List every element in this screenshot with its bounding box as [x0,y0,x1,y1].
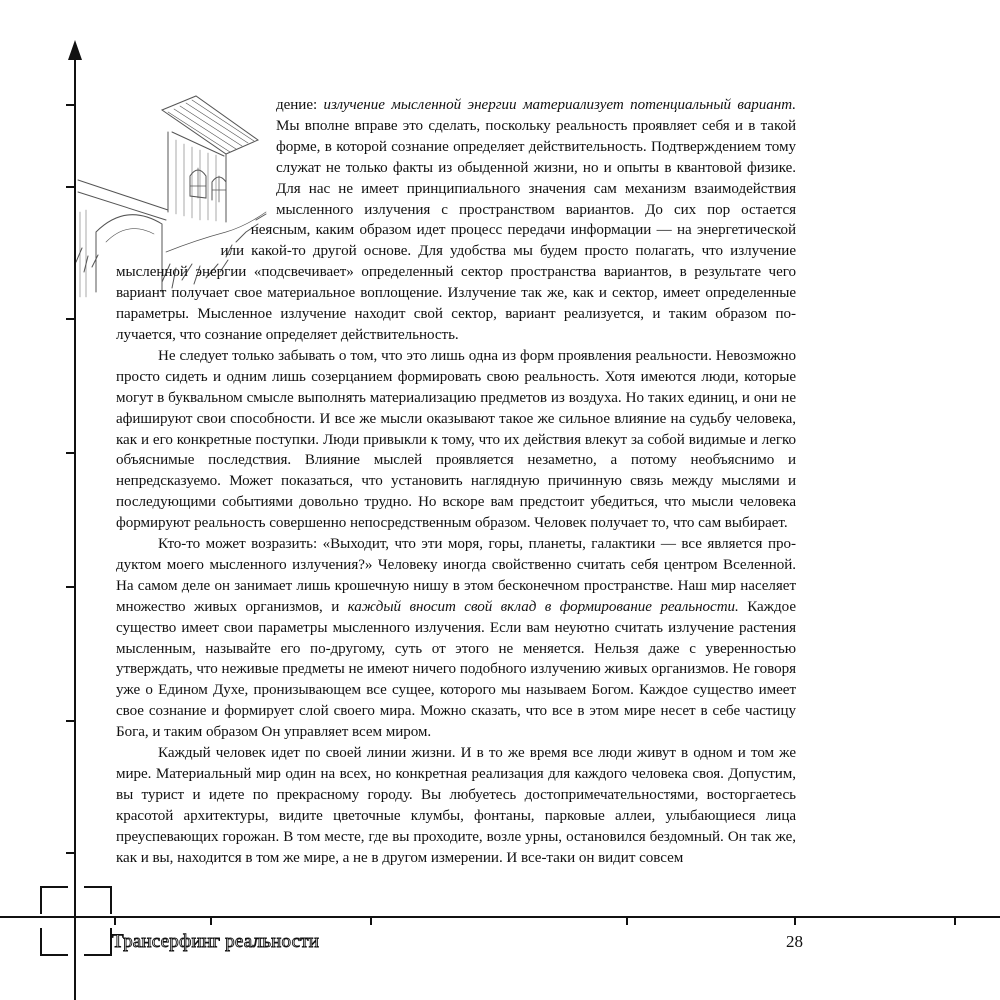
horizontal-rule [0,916,1000,918]
arrow-up-icon [68,40,82,60]
body-text: Не следует только забывать о том, что это лишь одна из форм проявления реальности. Невозможно просто сидеть и одним лишь созерцанием формировать свою реальность. Хотя имеются люди, которые могут в буквальном смысле выполнять материализацию предметов из воздуха. Но таких единиц, и они не афишируют свои способности. И все же мысли оказывают такое же сильное влияние на судьбу человека, как и его конкретные поступки. Люди привыкли к тому, что их действия влекут за собой видимые и легко объяснимые последствия. Влияние мыслей проявляется незаметно, а потому необъяснимо и непредсказуемо. Может показаться, что установить наглядную причинную связь между мыслями и последующими событиями довольно трудно. Но вскоре вам предстоит убедиться, что мысли человека формируют реальность совершенно непосредственным образом. Человек получает то, что сам выбирает. [116,347,796,532]
crop-mark [40,928,68,956]
crop-mark [40,886,68,914]
ruler-tick [210,916,212,925]
emphasis-text: излучение мысленной энергии материализует потенциальный вариант. [323,97,796,113]
body-text: дение: [276,97,324,113]
page-number: 28 [786,932,803,951]
crop-mark [84,928,112,956]
ruler-tick [66,720,76,722]
crop-mark [84,886,112,914]
ruler-tick [66,452,76,454]
ruler-tick [626,916,628,925]
ruler-tick [66,186,76,188]
ruler-tick [954,916,956,925]
paragraph [116,534,796,743]
ruler-tick [370,916,372,925]
body-text: Мы вполне вправе это сделать, поскольку реальность проявляет себя и в такой форме, в которой сознание определяет действительность. Подтверждением тому служат не только факты из обыденной жизни, но и опыты в квантовой физике. Для нас не имеет принципиального значения сам механизм взаимодействия мысленного излучения с пространством вариантов. До сих пор остается неясным, каким образом идет процесс передачи информации — на энергетической или какой-то другой основе. Для удобства мы будем просто полагать, что излучение мысленной энергии «подсвечивает» определенный сектор пространства вариантов, в результате чего вариант получает свое материальное воплощение. Излучение так же, как и сектор, имеет определенные параметры. Мысленное излучение находит свой сектор, вариант реализуется, и таким образом получается, что сознание определяет действительность. [116,117,796,343]
emphasis-text: каждый вносит свой вклад в формирование реальности. [347,598,739,615]
ruler-tick [66,318,76,320]
ruler-tick [794,916,796,925]
body-text: Кто-то может возразить: «Выходит, что эти моря, горы, планеты, галактики — все является продуктом моего мысленного излучения?» Человеку иногда свойственно считать себя центром Вселенной. На самом деле он занимает лишь крошечную нишу в этом бесконечном пространстве. Наш мир населяет множество живых организмов, и [116,536,796,615]
ruler-tick [66,586,76,588]
paragraph [116,346,796,534]
ruler-tick [114,916,116,925]
paragraph [116,743,796,868]
body-text: Каждое существо имеет свои параметры мысленного излучения. Если вам неуютно считать излучение растения мысленным, называйте его по-другому, суть от этого не меняется. Нельзя даже с уверенностью утверждать, что неживые предметы не имеют ничего подобного излучению живых организмов. Не говоря уже о Едином Духе, пронизывающем все сущее, которого мы называем Богом. Каждое существо имеет свое сознание и формирует слой своего мира. Можно сказать, что все в этом мире несет в себе частицу Бога, и таким образом Он управляет всем миром. [116,598,797,741]
ruler-tick [66,852,76,854]
page-body [116,95,796,869]
ruler-tick [66,104,76,106]
body-text: Каждый человек идет по своей линии жизни. И в то же время все люди живут в одном и том же мире. Материальный мир один на всех, но конкретная реализация для каждого человека своя. Допустим, вы турист и идете по прекрасному городу. Вы любуетесь достопримечательностями, восторгаетесь красотой архитектуры, видите цветочные клумбы, фонтаны, парковые аллеи, улыбающиеся лица преуспевающих горожан. В том месте, где вы проходите, возле урны, остановился бездомный. Он так же, как и вы, находится в том же мире, а не в другом измерении. И все-таки он видит совсем [116,745,796,866]
book-title: Трансерфинг реальности [112,931,320,952]
